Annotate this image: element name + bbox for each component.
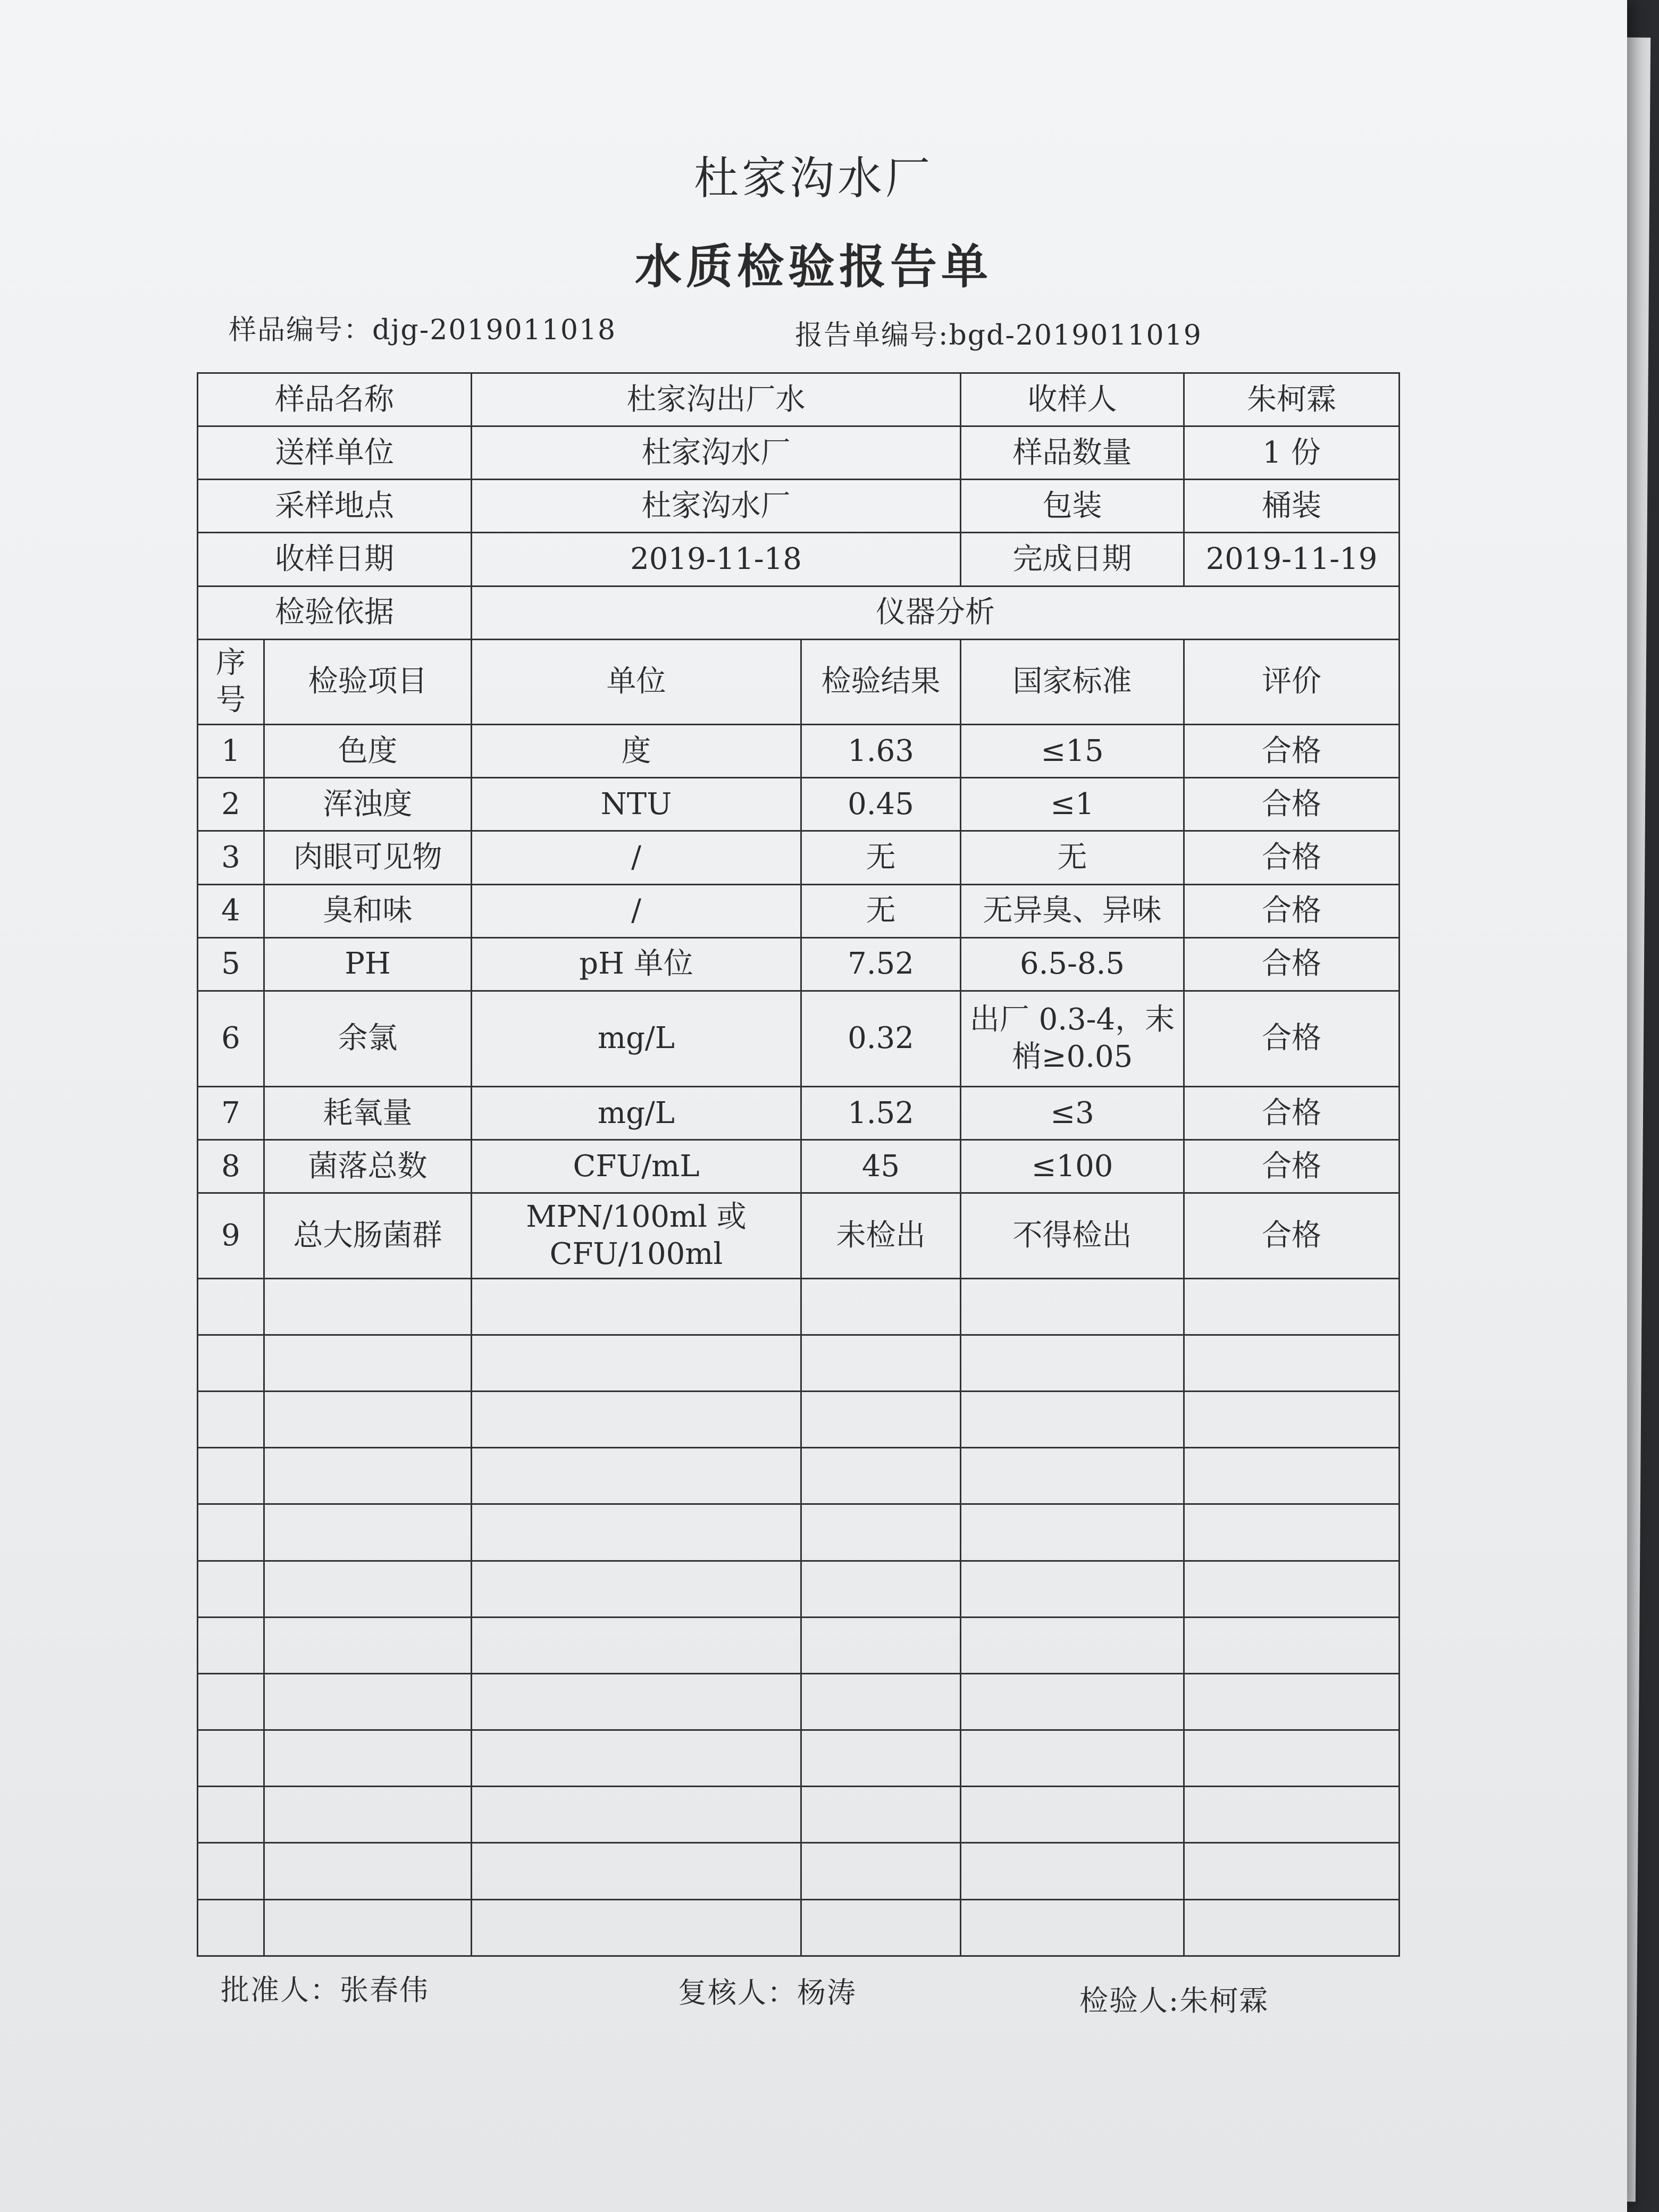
row-evaluation: 合格 [1184,991,1400,1086]
row-number: 7 [198,1087,264,1140]
header-cell: 检验项目 [264,639,472,724]
inspection-table [197,372,1400,1957]
row-evaluation: 合格 [1184,778,1400,831]
row-evaluation: 合格 [1184,884,1400,937]
table-row [198,1140,1400,1193]
table-row [198,884,1400,937]
report-number: 报告单编号:bgd-2019011019 [795,320,1202,351]
info-value: 1 份 [1184,426,1400,480]
row-unit: mg/L [472,991,801,1086]
info-row [198,480,1400,533]
inspector-signature: 检验人:朱柯霖 [1079,1984,1269,2017]
info-row [198,373,1400,426]
table-row [198,937,1400,991]
header-cell: 检验结果 [801,639,961,724]
table-row [198,991,1400,1086]
approver-signature: 批准人：张春伟 [221,1973,429,2007]
table-header-row [198,639,1400,724]
row-number: 2 [198,778,264,831]
basis-label: 检验依据 [198,586,472,639]
row-number: 8 [198,1140,264,1193]
row-evaluation: 合格 [1184,831,1400,884]
info-value: 杜家沟水厂 [472,426,961,480]
basis-row [198,586,1400,639]
row-unit: NTU [472,778,801,831]
row-number: 4 [198,884,264,937]
row-result: 未检出 [801,1193,961,1278]
info-label: 样品数量 [961,426,1184,480]
row-result: 0.45 [801,778,961,831]
row-evaluation: 合格 [1184,1087,1400,1140]
row-unit: mg/L [472,1087,801,1140]
empty-row [198,1899,1400,1956]
info-label: 完成日期 [961,533,1184,586]
empty-row [198,1561,1400,1617]
row-standard: ≤1 [961,778,1184,831]
row-evaluation: 合格 [1184,937,1400,991]
row-item: 余氯 [264,991,472,1086]
row-evaluation: 合格 [1184,725,1400,778]
info-label: 包装 [961,480,1184,533]
row-standard: ≤15 [961,725,1184,778]
empty-row [198,1335,1400,1391]
empty-row [198,1504,1400,1561]
empty-row [198,1787,1400,1843]
empty-row [198,1730,1400,1787]
sample-number: 样品编号：djg-2019011018 [229,314,617,346]
header-cell: 评价 [1184,639,1400,724]
empty-row [198,1843,1400,1899]
header-cell: 国家标准 [961,639,1184,724]
row-evaluation: 合格 [1184,1140,1400,1193]
row-unit: pH 单位 [472,937,801,991]
info-label: 采样地点 [198,480,472,533]
empty-row [198,1392,1400,1448]
row-unit: 度 [472,725,801,778]
header-cell: 序号 [198,639,264,724]
info-value: 杜家沟出厂水 [472,373,961,426]
info-label: 收样人 [961,373,1184,426]
info-value: 朱柯霖 [1184,373,1400,426]
table-row [198,1087,1400,1140]
basis-value: 仪器分析 [472,586,1400,639]
row-result: 1.63 [801,725,961,778]
row-standard: 不得检出 [961,1193,1184,1278]
row-result: 7.52 [801,937,961,991]
info-value: 2019-11-19 [1184,533,1400,586]
row-item: 浑浊度 [264,778,472,831]
row-result: 无 [801,831,961,884]
empty-row [198,1448,1400,1504]
row-standard: ≤3 [961,1087,1184,1140]
empty-row [198,1278,1400,1335]
row-unit: / [472,884,801,937]
row-result: 0.32 [801,991,961,1086]
row-item: 臭和味 [264,884,472,937]
info-label: 样品名称 [198,373,472,426]
row-number: 9 [198,1193,264,1278]
info-value: 桶装 [1184,480,1400,533]
row-unit: / [472,831,801,884]
table-row [198,831,1400,884]
reviewer-signature: 复核人：杨涛 [678,1976,857,2009]
row-item: 色度 [264,725,472,778]
row-unit: MPN/100ml 或 CFU/100ml [472,1193,801,1278]
row-item: 耗氧量 [264,1087,472,1140]
row-unit: CFU/mL [472,1140,801,1193]
empty-row [198,1617,1400,1673]
empty-row [198,1673,1400,1730]
info-value: 2019-11-18 [472,533,961,586]
info-value: 杜家沟水厂 [472,480,961,533]
table-row [198,1193,1400,1278]
report-title: 水质检验报告单 [634,239,992,294]
row-result: 无 [801,884,961,937]
row-standard: 6.5-8.5 [961,937,1184,991]
row-item: PH [264,937,472,991]
info-row [198,426,1400,480]
row-number: 3 [198,831,264,884]
factory-title: 杜家沟水厂 [693,152,933,204]
row-result: 1.52 [801,1087,961,1140]
row-standard: ≤100 [961,1140,1184,1193]
row-number: 5 [198,937,264,991]
row-item: 总大肠菌群 [264,1193,472,1278]
table-row [198,778,1400,831]
info-label: 收样日期 [198,533,472,586]
row-evaluation: 合格 [1184,1193,1400,1278]
row-standard: 出厂 0.3-4，末梢≥0.05 [961,991,1184,1086]
row-item: 菌落总数 [264,1140,472,1193]
row-result: 45 [801,1140,961,1193]
row-number: 6 [198,991,264,1086]
info-label: 送样单位 [198,426,472,480]
row-standard: 无异臭、异味 [961,884,1184,937]
info-row [198,533,1400,586]
header-cell: 单位 [472,639,801,724]
table-row [198,725,1400,778]
row-number: 1 [198,725,264,778]
row-standard: 无 [961,831,1184,884]
row-item: 肉眼可见物 [264,831,472,884]
